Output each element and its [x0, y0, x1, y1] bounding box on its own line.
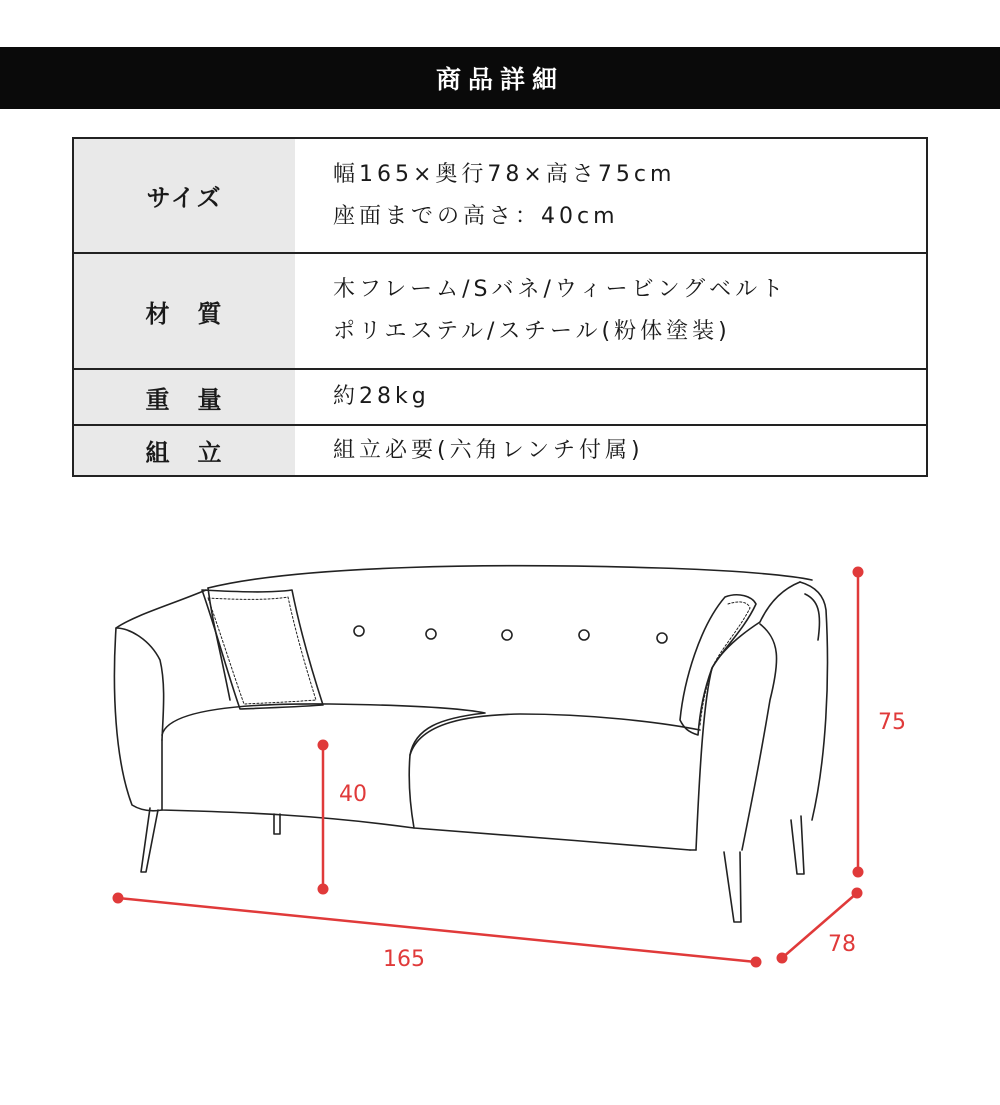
spec-value-line: ポリエステル/スチール(粉体塗装) [333, 319, 731, 344]
sofa-leg [141, 808, 158, 872]
spec-label-weight: 重 量 [74, 370, 295, 424]
seat-height-label: 40 [339, 782, 367, 807]
section-title: 商品詳細 [435, 65, 564, 94]
spec-row-assembly [74, 424, 926, 475]
spec-label-size: サイズ [74, 139, 295, 252]
spec-row-material [74, 252, 926, 368]
sofa-leg [791, 816, 804, 874]
width-label: 165 [383, 947, 425, 972]
spec-row-weight [74, 368, 926, 424]
tufted-button [426, 629, 436, 639]
sofa-dimension-diagram [0, 540, 1000, 1040]
sofa-illustration [114, 566, 827, 922]
right-pillow [680, 595, 756, 735]
dimension-dot [751, 957, 762, 968]
tufted-button [579, 630, 589, 640]
dimension-lines [113, 567, 864, 968]
spec-value-line: 幅165×奥行78×高さ75cm [333, 161, 676, 187]
sofa-right-arm [696, 582, 800, 850]
spec-value-material [295, 254, 926, 368]
spec-label-material: 材 質 [74, 254, 295, 368]
spec-row-size [74, 139, 926, 252]
tufted-button [657, 633, 667, 643]
dimension-dot [777, 953, 788, 964]
sofa-leg [274, 814, 280, 834]
width-dimension-line [118, 898, 756, 962]
dimension-dot [853, 567, 864, 578]
dimension-dot [113, 893, 124, 904]
dimension-dot [853, 867, 864, 878]
section-header [0, 47, 1000, 109]
spec-value-assembly [295, 426, 926, 475]
height-label: 75 [878, 710, 906, 735]
sofa-back-outline [208, 566, 812, 588]
spec-value-weight [295, 370, 926, 424]
spec-value-line: 座面までの高さ：40cm [333, 203, 619, 229]
dimension-dot [852, 888, 863, 899]
spec-value-size [295, 139, 926, 252]
tufted-button [354, 626, 364, 636]
spec-value-line: 組立必要(六角レンチ付属) [333, 437, 644, 463]
tufted-button [502, 630, 512, 640]
sofa-base [162, 740, 690, 850]
sofa-left-arm [114, 590, 206, 811]
spec-value-line: 木フレーム/Sバネ/ウィービングベルト [333, 277, 788, 302]
spec-table [72, 137, 928, 477]
seat-cushion-right [410, 714, 700, 755]
dimension-dot [318, 740, 329, 751]
spec-label-assembly: 組 立 [74, 426, 295, 475]
sofa-leg [724, 852, 741, 922]
spec-value-line: 約28kg [333, 384, 430, 409]
depth-label: 78 [828, 932, 856, 957]
dimension-dot [318, 884, 329, 895]
